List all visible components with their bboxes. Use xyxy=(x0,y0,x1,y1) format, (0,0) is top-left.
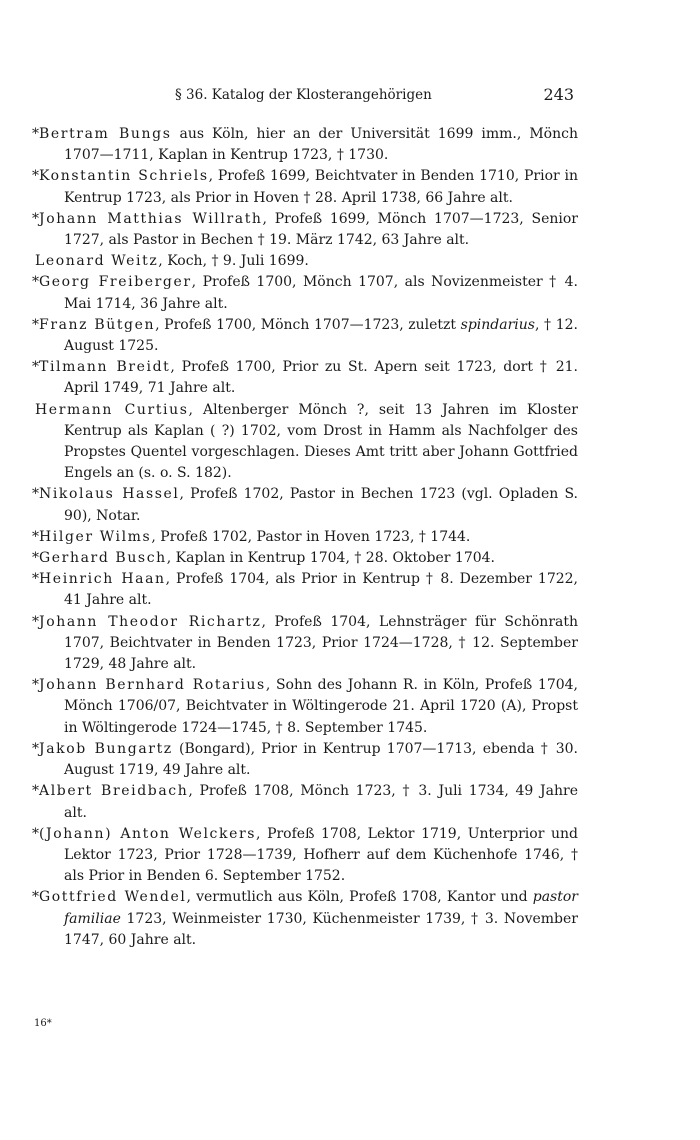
entry-text: (Bongard), Prior in Kentrup 1707—1713, ebenda † 30. August 1719, 49 Jahre alt. xyxy=(64,740,579,779)
catalog-entry xyxy=(30,612,578,676)
entry-name: Johann Theodor Richartz xyxy=(39,613,262,630)
printer-signature: 16* xyxy=(34,1018,52,1029)
entry-italic: spindarius xyxy=(460,316,535,333)
catalog-entry xyxy=(30,400,578,485)
catalog-entry xyxy=(30,209,578,251)
entry-marker: * xyxy=(32,677,39,694)
entry-name: Leonard Weitz xyxy=(35,253,159,270)
catalog-entry xyxy=(30,781,578,823)
entry-marker: * xyxy=(32,486,39,503)
entry-name: Hermann Curtius xyxy=(35,401,189,418)
entry-text: , Profeß 1699, Mönch 1707—1723, Senior 1727, als Pastor in Bechen † 19. März 1742, 63 Jahre alt. xyxy=(64,210,578,249)
entry-marker: * xyxy=(32,613,39,630)
entry-name: Tilmann Breidt xyxy=(39,359,171,376)
entry-name: Albert Breidbach xyxy=(39,783,189,800)
entry-marker: * xyxy=(32,359,39,376)
entry-text-after: , † 12. August 1725. xyxy=(64,316,578,355)
page-number: 243 xyxy=(543,85,574,104)
entry-text: , Altenberger Mönch ?, seit 13 Jahren im Kloster Kentrup als Kaplan ( ?) 1702, vom Drost in Hamm als Nachfolger des Propstes Quentel vorgeschlagen. Dieses Amt tritt aber Johann Gottfried Engels an (s. o. S. 182). xyxy=(64,401,578,482)
entry-name: Nikolaus Hassel xyxy=(39,486,180,503)
catalog-entry xyxy=(30,527,578,548)
entry-text: , Sohn des Johann R. in Köln, Profeß 1704, Mönch 1706/07, Beichtvater in Wöltingerode 21. April 1720 (A), Propst in Wöltingerode 1724—1745, † 8. September 1745. xyxy=(64,677,578,736)
entry-name: Franz Bütgen xyxy=(39,316,156,333)
catalog-entry xyxy=(30,548,578,569)
entry-name: Johann Bernhard Rotarius xyxy=(39,677,266,694)
entry-text: , Profeß 1704, als Prior in Kentrup † 8. Dezember 1722, 41 Jahre alt. xyxy=(64,571,579,609)
catalog-entry xyxy=(30,357,578,399)
entry-text: aus Köln, hier an der Universität 1699 imm., Mönch 1707—1711, Kaplan in Kentrup 1723, † 1730. xyxy=(64,126,578,164)
entry-marker: * xyxy=(32,825,39,842)
entry-marker: * xyxy=(32,571,39,588)
entry-text: , Profeß 1702, Pastor in Bechen 1723 (vgl. Opladen S. 90), Notar. xyxy=(64,486,578,524)
entry-name: (Johann) Anton Welckers xyxy=(39,825,257,842)
entry-name: Heinrich Haan xyxy=(39,571,166,588)
entry-text: , Profeß 1700, Mönch 1707, als Novizenmeister † 4. Mai 1714, 36 Jahre alt. xyxy=(64,274,578,312)
entry-name: Georg Freiberger xyxy=(39,274,192,291)
catalog-entry xyxy=(30,166,578,208)
entry-marker: * xyxy=(32,783,39,800)
entry-text: , Profeß 1700, Mönch 1707—1723, zuletzt xyxy=(155,316,461,333)
catalog-entry xyxy=(30,272,578,314)
entry-marker: * xyxy=(32,889,39,906)
catalog-entry xyxy=(30,824,578,888)
entry-name: Konstantin Schriels xyxy=(39,168,209,185)
entry-marker: * xyxy=(32,316,39,333)
catalog-entry xyxy=(30,739,578,781)
entry-text: , Koch, † 9. Juli 1699. xyxy=(158,253,309,270)
entry-marker: * xyxy=(32,168,39,185)
catalog-entry xyxy=(30,887,578,951)
entry-text: , Profeß 1699, Beichtvater in Benden 1710, Prior in Kentrup 1723, als Prior in Hoven † 28. April 1738, 66 Jahre alt. xyxy=(64,168,578,206)
entry-marker: * xyxy=(32,550,39,567)
catalog-entry xyxy=(30,675,578,739)
running-header xyxy=(30,85,576,109)
catalog-entry xyxy=(30,251,578,272)
section-title: § 36. Katalog der Klosterangehörigen xyxy=(175,87,432,103)
entry-name: Hilger Wilms xyxy=(39,528,152,545)
entry-marker: * xyxy=(32,210,39,227)
entry-name: Jakob Bungartz xyxy=(39,740,173,757)
entry-italic: pastor familiae xyxy=(64,889,578,927)
catalog-entry xyxy=(30,315,578,357)
entry-text: , Kaplan in Kentrup 1704, † 28. Oktober 1704. xyxy=(166,550,495,567)
entry-text: , vermutlich aus Köln, Profeß 1708, Kantor und xyxy=(186,889,533,906)
entry-text: , Profeß 1702, Pastor in Hoven 1723, † 1744. xyxy=(151,528,471,545)
entry-name: Bertram Bungs xyxy=(39,126,172,142)
entry-text: , Profeß 1704, Lehnsträger für Schönrath 1707, Beichtvater in Benden 1723, Prior 1724—1728, † 12. September 1729, 48 Jahre alt. xyxy=(64,613,578,673)
catalog-entries xyxy=(30,124,578,951)
entry-name: Johann Matthias Willrath xyxy=(39,210,263,227)
entry-text: , Profeß 1708, Mönch 1723, † 3. Juli 1734, 49 Jahre alt. xyxy=(64,783,578,821)
entry-text-after: 1723, Weinmeister 1730, Küchenmeister 1739, † 3. November 1747, 60 Jahre alt. xyxy=(64,910,578,948)
catalog-entry xyxy=(30,484,578,526)
entry-name: Gottfried Wendel xyxy=(39,889,187,906)
entry-marker: * xyxy=(32,126,39,142)
catalog-entry xyxy=(30,124,578,166)
entry-text: , Profeß 1700, Prior zu St. Apern seit 1723, dort † 21. April 1749, 71 Jahre alt. xyxy=(64,359,578,397)
entry-marker: * xyxy=(32,528,39,545)
entry-marker: * xyxy=(32,274,39,291)
catalog-entry xyxy=(30,569,578,611)
entry-name: Gerhard Busch xyxy=(39,550,167,567)
entry-marker: * xyxy=(32,740,39,757)
entry-text: , Profeß 1708, Lektor 1719, Unterprior und Lektor 1723, Prior 1728—1739, Hofherr auf dem Küchenhofe 1746, † als Prior in Benden 6. September 1752. xyxy=(64,825,578,885)
